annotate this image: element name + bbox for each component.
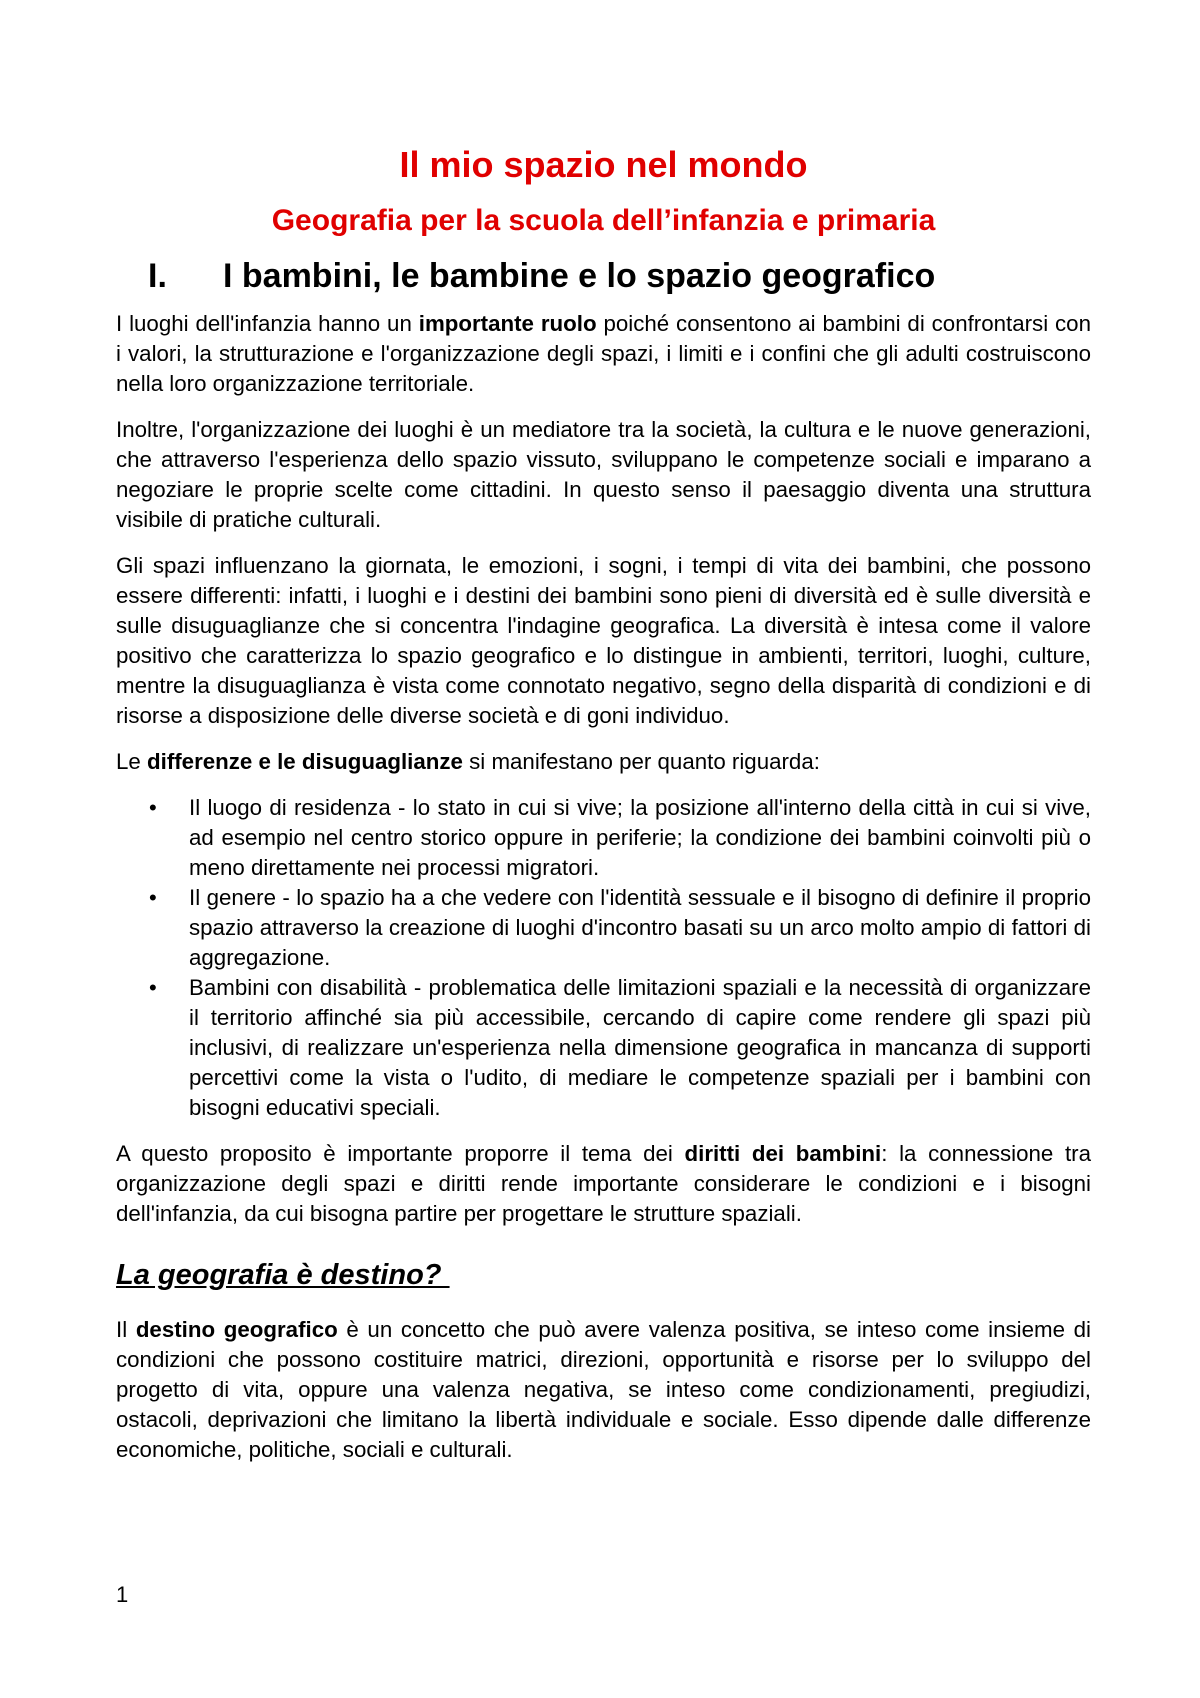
paragraph-5 xyxy=(116,1139,1091,1229)
paragraph-text: Le xyxy=(116,749,147,774)
paragraph-text: : la connessione tra organizzazione degli spazi e diritti rende importante considerare le condizioni e i bisogni dell'infanzia, da cui bisogna partire per progettare le strutture spaziali. xyxy=(116,1141,1091,1226)
document-title: Il mio spazio nel mondo xyxy=(399,144,808,185)
list-item xyxy=(149,793,1091,883)
paragraph-text: poiché consentono ai bambini di confrontarsi con i valori, la strutturazione e l'organizzazione degli spazi, i limiti e i confini che gli adulti costruiscono nella loro organizzazione territoriale. xyxy=(116,311,1091,396)
paragraph-text: Il xyxy=(116,1317,136,1342)
list-item-text: Il genere - lo spazio ha a che vedere con l'identità sessuale e il bisogno di definire il proprio spazio attraverso la creazione di luoghi d'incontro basati su un arco molto ampio di fattori di aggregazione. xyxy=(189,885,1091,970)
page-number: 1 xyxy=(116,1582,129,1607)
bold-term: differenze e le disuguaglianze xyxy=(147,749,463,774)
paragraph-4 xyxy=(116,747,1091,777)
paragraph-2: Inoltre, l'organizzazione dei luoghi è un mediatore tra la società, la cultura e le nuove generazioni, che attraverso l'esperienza dello spazio vissuto, sviluppano le competenze sociali e imparano a negoziare le proprie scelte come cittadini. In questo senso il paesaggio diventa una struttura visibile di pratiche culturali. xyxy=(116,417,1091,532)
section-number: I. xyxy=(148,257,167,295)
bullet-icon: • xyxy=(149,795,157,820)
paragraph-text: si manifestano per quanto riguarda: xyxy=(462,749,820,774)
paragraph-1 xyxy=(116,309,1091,399)
list-item xyxy=(149,883,1091,973)
bullet-icon: • xyxy=(149,885,157,910)
paragraph-text: A questo proposito è importante proporre il tema dei xyxy=(116,1141,685,1166)
list-item xyxy=(149,973,1091,1123)
list-item-text: Il luogo di residenza - lo stato in cui si vive; la posizione all'interno della città in cui si vive, ad esempio nel centro storico oppure in periferie; la condizione dei bambini coinvolti più o meno direttamente nei processi migratori. xyxy=(189,795,1091,880)
paragraph-text: I luoghi dell'infanzia hanno un xyxy=(116,311,419,336)
section-title: I bambini, le bambine e lo spazio geografico xyxy=(223,257,936,295)
paragraph-3: Gli spazi influenzano la giornata, le emozioni, i sogni, i tempi di vita dei bambini, che possono essere differenti: infatti, i luoghi e i destini dei bambini sono pieni di diversità ed è sulle diversità e sulle disuguaglianze che si concentra l'indagine geografica. La diversità è intesa come il valore positivo che caratterizza lo spazio geografico e lo distingue in ambienti, territori, luoghi, culture, mentre la disuguaglianza è vista come connotato negativo, segno della disparità di condizioni e di risorse a disposizione delle diverse società e di goni individuo. xyxy=(116,553,1091,728)
bullet-icon: • xyxy=(149,975,157,1000)
bold-term: destino geografico xyxy=(135,1317,338,1342)
bold-term: importante ruolo xyxy=(418,311,597,336)
list-item-text: Bambini con disabilità - problematica delle limitazioni spaziali e la necessità di organizzare il territorio affinché sia più accessibile, cercando di capire come rendere gli spazi più inclusivi, di realizzare un'esperienza nella dimensione geografica in mancanza di supporti percettivi come la vista o l'udito, di mediare le competenze spaziali per i bambini con bisogni educativi speciali. xyxy=(189,975,1091,1120)
document-subtitle: Geografia per la scuola dell’infanzia e primaria xyxy=(271,204,936,237)
bullet-list xyxy=(116,793,1091,1123)
paragraph-text: è un concetto che può avere valenza positiva, se inteso come insieme di condizioni che possono costituire matrici, direzioni, opportunità e risorse per lo sviluppo del progetto di vita, oppure una valenza negativa, se inteso come condizionamenti, pregiudizi, ostacoli, deprivazioni che limitano la libertà individuale e sociale. Esso dipende dalle differenze economiche, politiche, sociali e culturali. xyxy=(116,1317,1092,1462)
bold-term: diritti dei bambini xyxy=(684,1141,882,1166)
paragraph-6 xyxy=(116,1315,1091,1465)
section-heading-2: La geografia è destino? xyxy=(116,1259,450,1291)
section-heading-1 xyxy=(116,253,1091,299)
